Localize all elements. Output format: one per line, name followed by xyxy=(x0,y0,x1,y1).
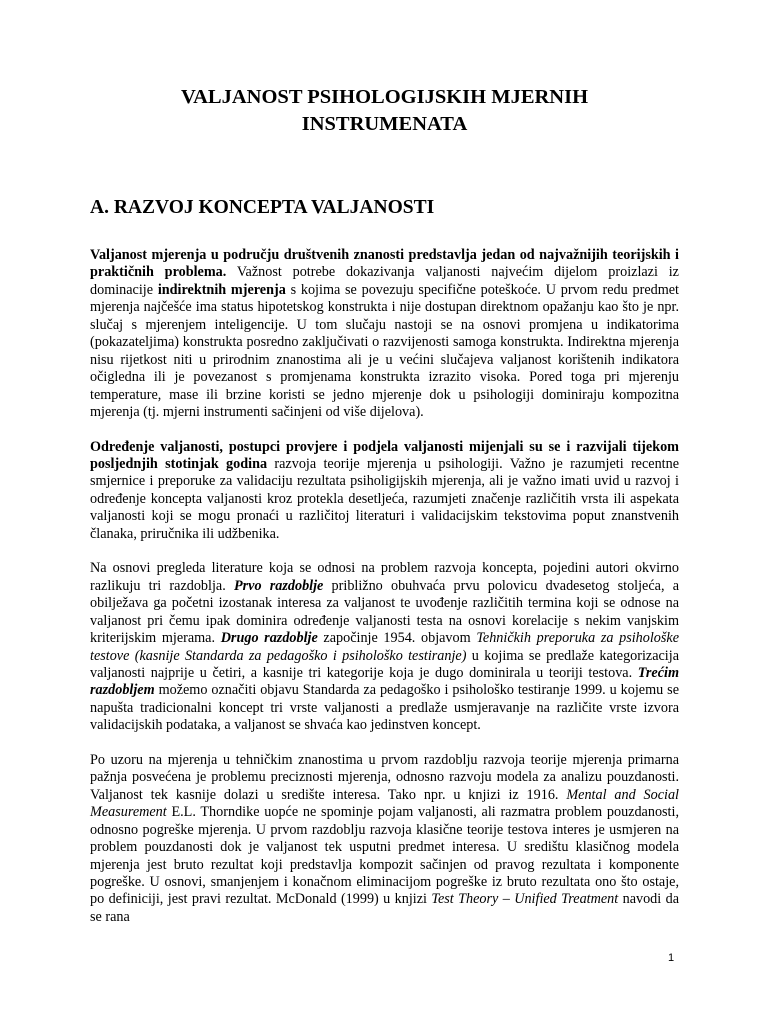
body-text: Po uzoru na mjerenja u tehničkim znanostima u prvom razdoblju razvoja teorije mjerenja primarna pažnja posvećena je problemu preciznosti mjerenja, odnosno razvoju modela za analizu pouzdanosti. Valjanost tek kasnije dolazi u središte interesa. Tako npr. u knjizi iz 1916. xyxy=(90,751,679,803)
period-3-label: Trećim razdobljem xyxy=(90,664,679,699)
document-title xyxy=(90,84,679,138)
paragraph-reliability-focus xyxy=(90,752,679,927)
document-page xyxy=(90,84,679,926)
paragraph-validity-history xyxy=(90,439,679,544)
italic-title: Tehničkih preporuka za psihološke testove (kasnije Standarda za pedagoško i psihološko testiranje) xyxy=(90,630,679,664)
period-2-label: Drugo razdoblje xyxy=(220,630,318,647)
body-text: navodi da se rana xyxy=(90,891,680,925)
body-text: s kojima se povezuju specifične poteškoće. U prvom redu predmet mjerenja najčešće ima status hipotetskog konstrukta i nije dostupan direktnom opažanju kao što je npr. slučaj s mjerenjem inteligencije. U tom slučaju nastoji se na osnovi promjena u indikatorima (pokazateljima) konstrukta posredno zaključivati o razvijenosti samoga konstrukta. Indirektna mjerenja nisu rijetkost niti u prirodnim znanostima ali je u većini slučajeva valjanost korištenih indikatora očigledna ili je povezanost s promjenama konstrukta izrazito visoka. Pored toga pri mjerenju temperature, mase ili brzine koristi se jedno mjerenje dok u psihologiji dominiraju kompozitna mjerenja (tj. mjerni instrumenti sačinjeni od više dijelova). xyxy=(90,281,679,421)
body-text: možemo označiti objavu Standarda za pedagoško i psihološko testiranje 1999. u kojemu se napušta tradicionalni koncept tri vrste valjanosti a predlaže usmjeravanje na različite vrste izvora validacijskih podataka, a valjanost se shvaća kao jedinstven koncept. xyxy=(90,682,679,734)
title-line-1: VALJANOST PSIHOLOGIJSKIH MJERNIH xyxy=(180,86,589,108)
body-text: približno obuhvaća prvu polovicu dvadesetog stoljeća, a obilježava ga početni izostanak interesa za valjanost te uvođenje različitih termina koji se odnose na valjanost pri čemu ipak dominira određenje valjanosti testa na osnovi korelacije s nekim vanjskim kriterijskim mjerama. xyxy=(90,577,679,647)
body-text: Na osnovi pregleda literature koja se odnosi na problem razvoja koncepta, pojedini autori okvirno razlikuju tri razdoblja. xyxy=(90,560,679,594)
title-line-2: INSTRUMENATA xyxy=(301,113,468,135)
italic-book-title: Mental and Social Measurement xyxy=(90,786,679,821)
body-text: u kojima se predlaže kategorizacija valjanosti najprije u četiri, a kasnije tri kategorije koja je dugo dominirala u teoriji testova. xyxy=(90,647,679,681)
body-text: E.L. Thorndike uopće ne spominje pojam valjanosti, ali razmatra problem pouzdanosti, odnosno pogreške mjerenja. U prvom razdoblju razvoja klasične teorije testova interes je usmjeren na problem pouzdanosti dok je valjanost tek usputni predmet interesa. U središtu klasičnog modela mjerenja jest bruto rezultat koji predstavlja kompozit sačinjen od pravog rezultata i komponente pogreške. U osnovi, smanjenjem i konačnom eliminacijom pogreške iz bruto rezultata ono što ostaje, po definiciji, jest pravi rezultat. McDonald (1999) u knjizi xyxy=(90,804,679,908)
paragraph-validity-importance xyxy=(90,247,679,422)
body-text: razvoja teorije mjerenja u psihologiji. Važno je razumjeti recentne smjernice i preporuke za validaciju rezultata psiholigijskih mjerenja, ali je važno imati uvid u razvoj i određenje koncepta valjanosti kroz protekla desetljeća, razumjeti značenje različitih vrsta ili aspekata valjanosti koji se mogu pronaći u različitoj literaturi i validacijskim tekstovima poput znanstvenih članaka, priručnika ili udžbenika. xyxy=(90,455,680,542)
paragraph-three-periods xyxy=(90,560,679,735)
italic-book-title: Test Theory – Unified Treatment xyxy=(431,891,619,908)
period-1-label: Prvo razdoblje xyxy=(233,577,324,594)
body-text: započinje 1954. objavom xyxy=(317,630,477,647)
bold-lead: Valjanost mjerenja u području društvenih znanosti predstavlja jedan od najvažnijih teorijskih i praktičnih problema. xyxy=(90,247,679,281)
body-text: Važnost potrebe dokazivanja valjanosti najvećim dijelom proizlazi iz dominacije xyxy=(90,264,679,298)
bold-lead: Određenje valjanosti, postupci provjere i podjela valjanosti mijenjali su se i razvijali tijekom posljednjih stotinjak godina xyxy=(90,438,679,472)
bold-term: indirektnih mjerenja xyxy=(157,281,286,298)
section-heading: A. RAZVOJ KONCEPTA VALJANOSTI xyxy=(90,197,435,218)
page-number: 1 xyxy=(668,952,675,964)
